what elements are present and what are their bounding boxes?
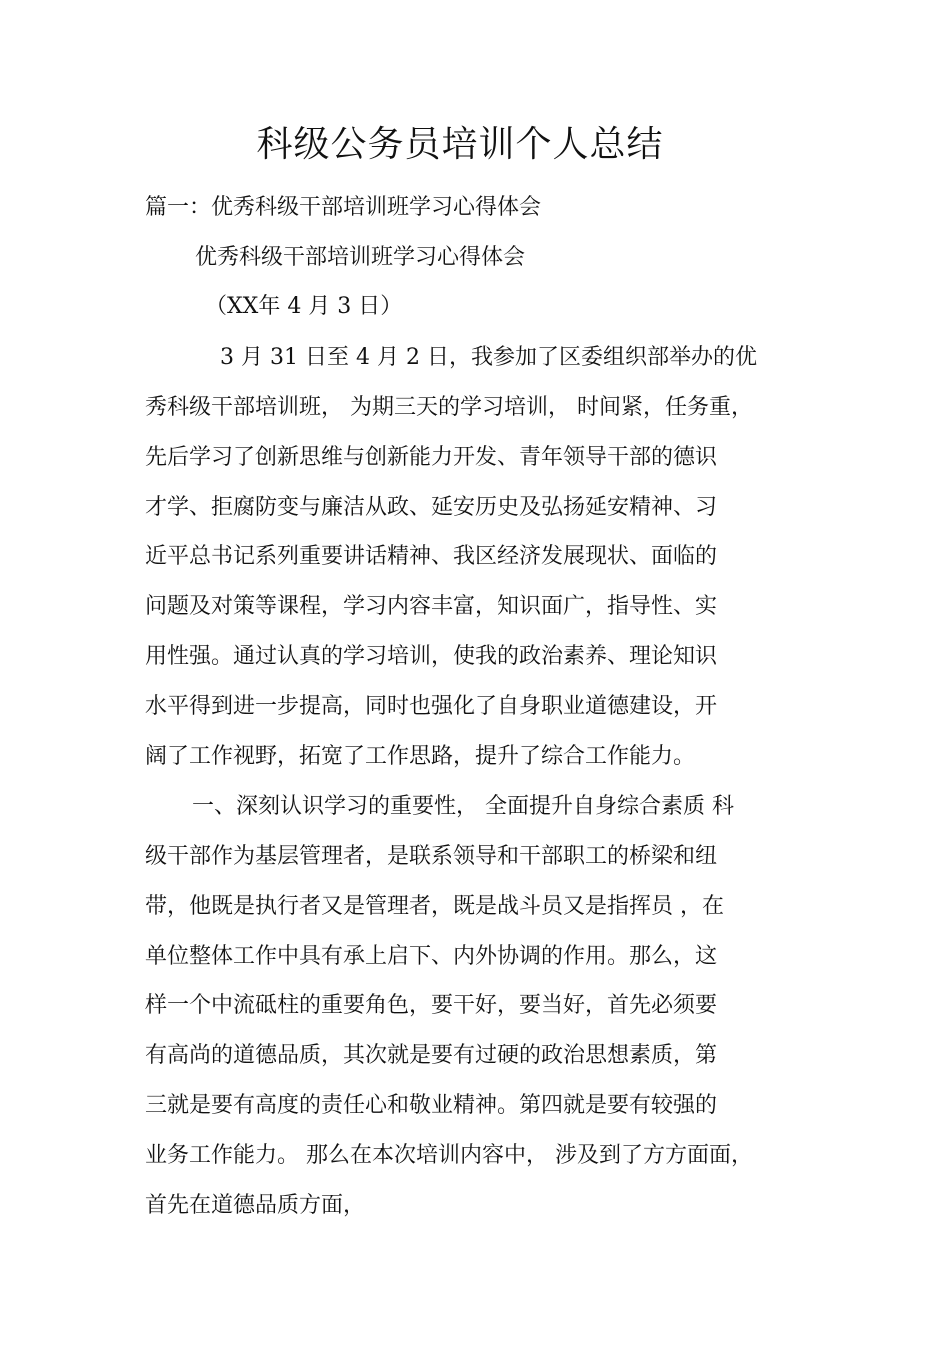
body-line: 问题及对策等课程，学习内容丰富，知识面广，指导性、实 [145,594,718,619]
subtitle: 优秀科级干部培训班学习心得体会 [195,245,526,270]
body-line: 带，他既是执行者又是管理者，既是战斗员又是指挥员 ，在 [145,894,724,919]
body-line: 阔了工作视野，拓宽了工作思路，提升了综合工作能力。 [145,744,696,769]
body-line: 一、深刻认识学习的重要性， 全面提升自身综合素质 科 [192,794,734,819]
document-title: 科级公务员培训个人总结 [256,124,664,165]
body-line: 业务工作能力。 那么在本次培训内容中， 涉及到了方方面面， [145,1143,753,1168]
body-line: 先后学习了创新思维与创新能力开发、青年领导干部的德识 [145,445,718,470]
body-line: 三就是要有高度的责任心和敬业精神。第四就是要有较强的 [145,1093,718,1118]
body-line: 用性强。通过认真的学习培训，使我的政治素养、理论知识 [145,644,718,669]
section-heading: 篇一：优秀科级干部培训班学习心得体会 [145,195,542,220]
body-line: 才学、拒腐防变与廉洁从政、延安历史及弘扬延安精神、习 [145,495,718,520]
date-line: （XX年 4 月 3 日） [205,294,403,319]
body-line: 近平总书记系列重要讲话精神、我区经济发展现状、面临的 [145,544,718,569]
body-line: 级干部作为基层管理者，是联系领导和干部职工的桥梁和纽 [145,844,718,869]
body-line: 有高尚的道德品质，其次就是要有过硬的政治思想素质，第 [145,1043,718,1068]
body-line: 样一个中流砥柱的重要角色，要干好，要当好，首先必须要 [145,993,718,1018]
body-line: 秀科级干部培训班， 为期三天的学习培训， 时间紧，任务重， [145,395,753,420]
body-line: 单位整体工作中具有承上启下、内外协调的作用。那么，这 [145,944,718,969]
body-line: 水平得到进一步提高，同时也强化了自身职业道德建设，开 [145,694,718,719]
body-line: 首先在道德品质方面， [145,1193,366,1218]
body-line: 3 月 31 日至 4 月 2 日，我参加了区委组织部举办的优 [220,345,757,370]
